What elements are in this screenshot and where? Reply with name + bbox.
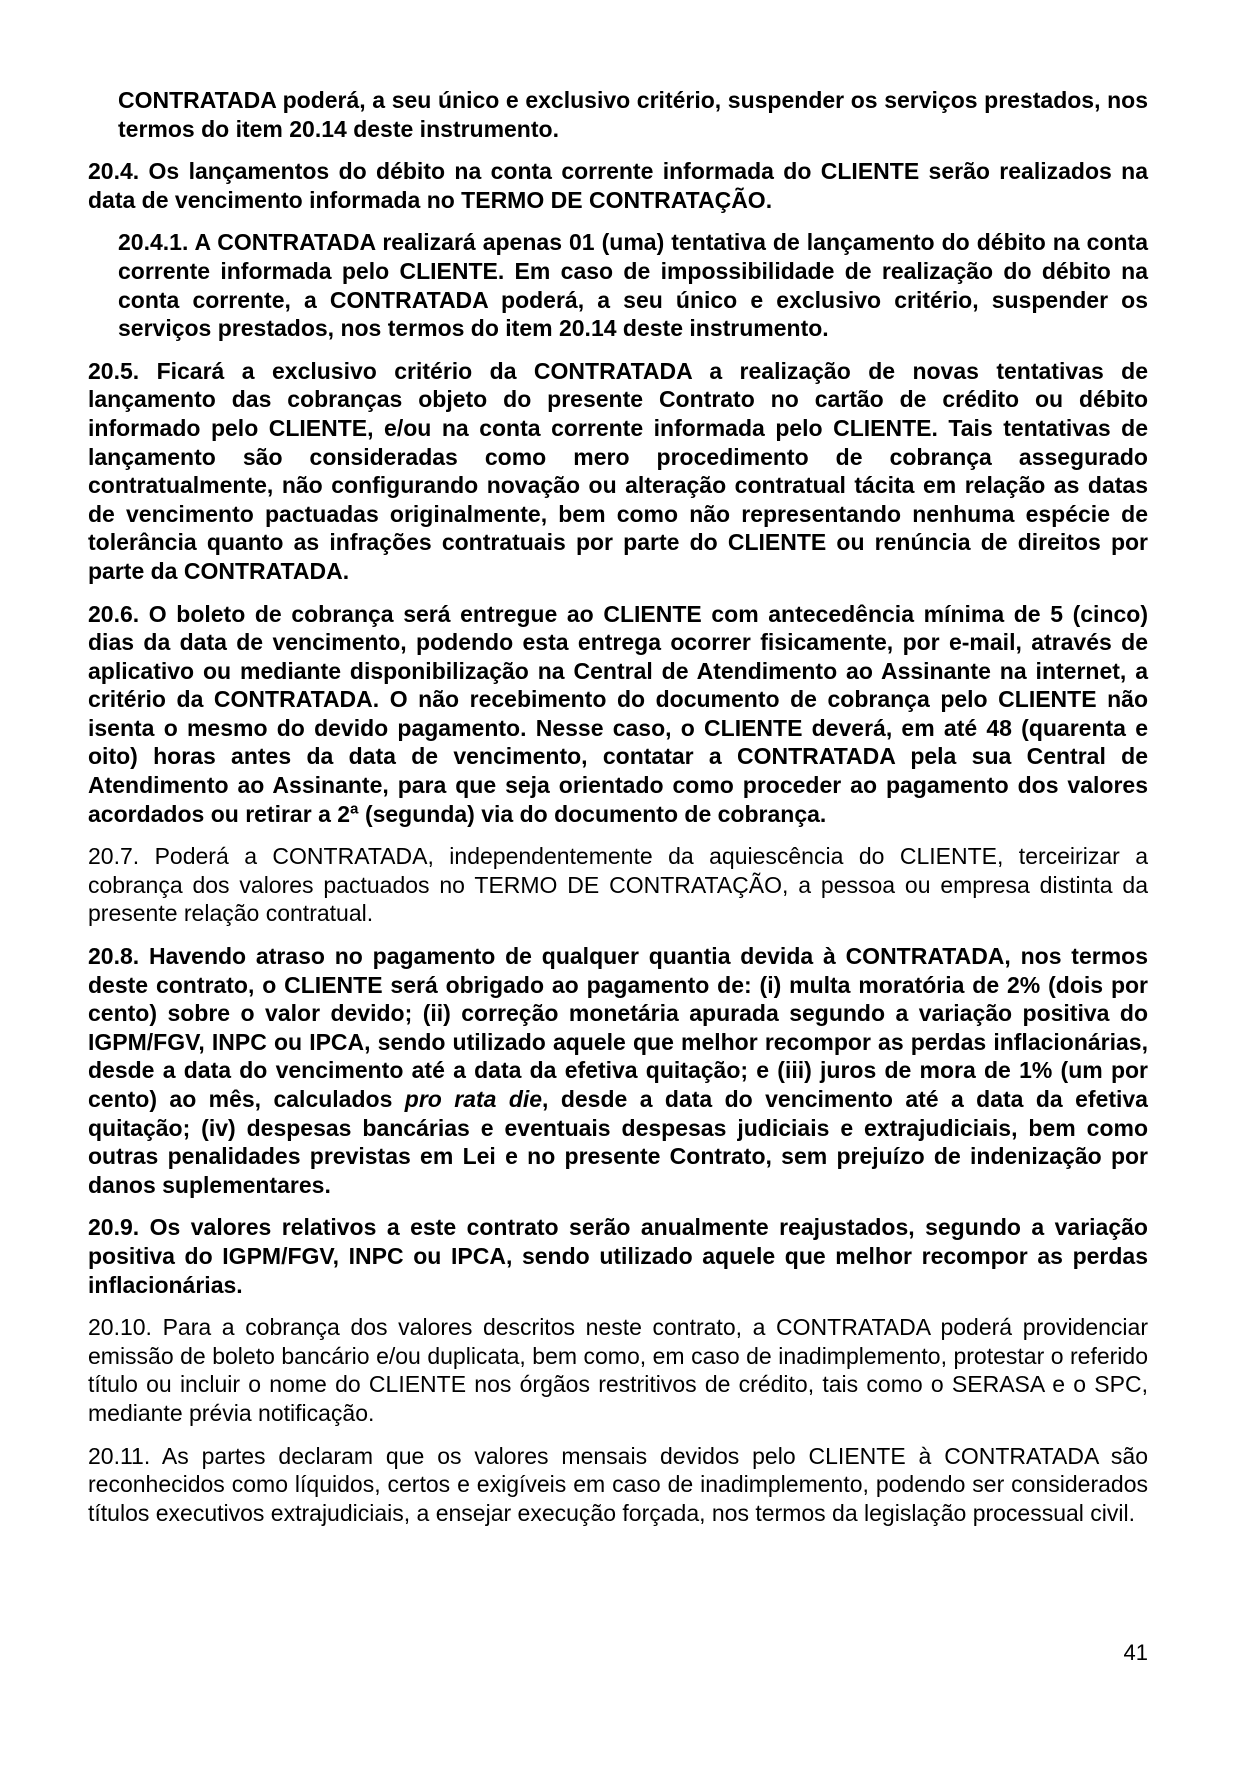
paragraph-20-4: 20.4. Os lançamentos do débito na conta corrente informada do CLIENTE serão realizados na data de vencimento informada no TERMO DE CONTRATAÇÃO. xyxy=(88,158,1148,213)
paragraph-20-9: 20.9. Os valores relativos a este contrato serão anualmente reajustados, segundo a variação positiva do IGPM/FGV, INPC ou IPCA, sendo utilizado aquele que melhor recompor as perdas inflacionárias. xyxy=(88,1214,1148,1298)
paragraph-20-8-part-2: , desde a data do vencimento até a data da efetiva quitação; (iv) despesas bancárias e eventuais despesas judiciais e extrajudiciais, bem como outras penalidades previstas em Lei e no presente Contrato, sem prejuízo de indenização por danos suplementares. xyxy=(88,1086,1148,1198)
paragraph-20-8 xyxy=(88,942,1148,1199)
paragraph-20-5: 20.5. Ficará a exclusivo critério da CONTRATADA a realização de novas tentativas de lançamento das cobranças objeto do presente Contrato no cartão de crédito ou débito informado pelo CLIENTE, e/ou na conta corrente informada pelo CLIENTE. Tais tentativas de lançamento são consideradas como mero procedimento de cobrança assegurado contratualmente, não configurando novação ou alteração contratual tácita em relação as datas de vencimento pactuadas originalmente, bem como não representando nenhuma espécie de tolerância quanto as infrações contratuais por parte do CLIENTE ou renúncia de direitos por parte da CONTRATADA. xyxy=(88,357,1148,584)
document-body xyxy=(88,86,1148,1541)
paragraph-20-7: 20.7. Poderá a CONTRATADA, independentemente da aquiescência do CLIENTE, terceirizar a cobrança dos valores pactuados no TERMO DE CONTRATAÇÃO, a pessoa ou empresa distinta da presente relação contratual. xyxy=(88,843,1148,927)
paragraph-20-6: 20.6. O boleto de cobrança será entregue ao CLIENTE com antecedência mínima de 5 (cinco) dias da data de vencimento, podendo esta entrega ocorrer fisicamente, por e-mail, através de aplicativo ou mediante disponibilização na Central de Atendimento ao Assinante na internet, a critério da CONTRATADA. O não recebimento do documento de cobrança pelo CLIENTE não isenta o mesmo do devido pagamento. Nesse caso, o CLIENTE deverá, em até 48 (quarenta e oito) horas antes da data de vencimento, contatar a CONTRATADA pela sua Central de Atendimento ao Assinante, para que seja orientado como proceder ao pagamento dos valores acordados ou retirar a 2ª (segunda) via do documento de cobrança. xyxy=(88,600,1148,827)
paragraph-20-4-1: 20.4.1. A CONTRATADA realizará apenas 01 (uma) tentativa de lançamento do débito na conta corrente informada pelo CLIENTE. Em caso de impossibilidade de realização do débito na conta corrente, a CONTRATADA poderá, a seu único e exclusivo critério, suspender os serviços prestados, nos termos do item 20.14 deste instrumento. xyxy=(118,229,1148,342)
page-number: 41 xyxy=(1123,1640,1148,1665)
paragraph-20-8-italic-term: pro rata die xyxy=(404,1086,543,1112)
paragraph-20-8-part-1: 20.8. Havendo atraso no pagamento de qualquer quantia devida à CONTRATADA, nos termos deste contrato, o CLIENTE será obrigado ao pagamento de: (i) multa moratória de 2% (dois por cento) sobre o valor devido; (ii) correção monetária apurada segundo a variação positiva do IGPM/FGV, INPC ou IPCA, sendo utilizado aquele que melhor recompor as perdas inflacionárias, desde a data do vencimento até a data da efetiva quitação; e (iii) juros de mora de 1% (um por cento) ao mês, calculados xyxy=(88,943,1148,1112)
paragraph-20-3-continuation: CONTRATADA poderá, a seu único e exclusivo critério, suspender os serviços prestados, nos termos do item 20.14 deste instrumento. xyxy=(118,87,1148,142)
paragraph-20-11: 20.11. As partes declaram que os valores mensais devidos pelo CLIENTE à CONTRATADA são reconhecidos como líquidos, certos e exigíveis em caso de inadimplemento, podendo ser considerados títulos executivos extrajudiciais, a ensejar execução forçada, nos termos da legislação processual civil. xyxy=(88,1442,1148,1526)
paragraph-20-10: 20.10. Para a cobrança dos valores descritos neste contrato, a CONTRATADA poderá providenciar emissão de boleto bancário e/ou duplicata, bem como, em caso de inadimplemento, protestar o referido título ou incluir o nome do CLIENTE nos órgãos restritivos de crédito, tais como o SERASA e o SPC, mediante prévia notificação. xyxy=(88,1314,1148,1426)
